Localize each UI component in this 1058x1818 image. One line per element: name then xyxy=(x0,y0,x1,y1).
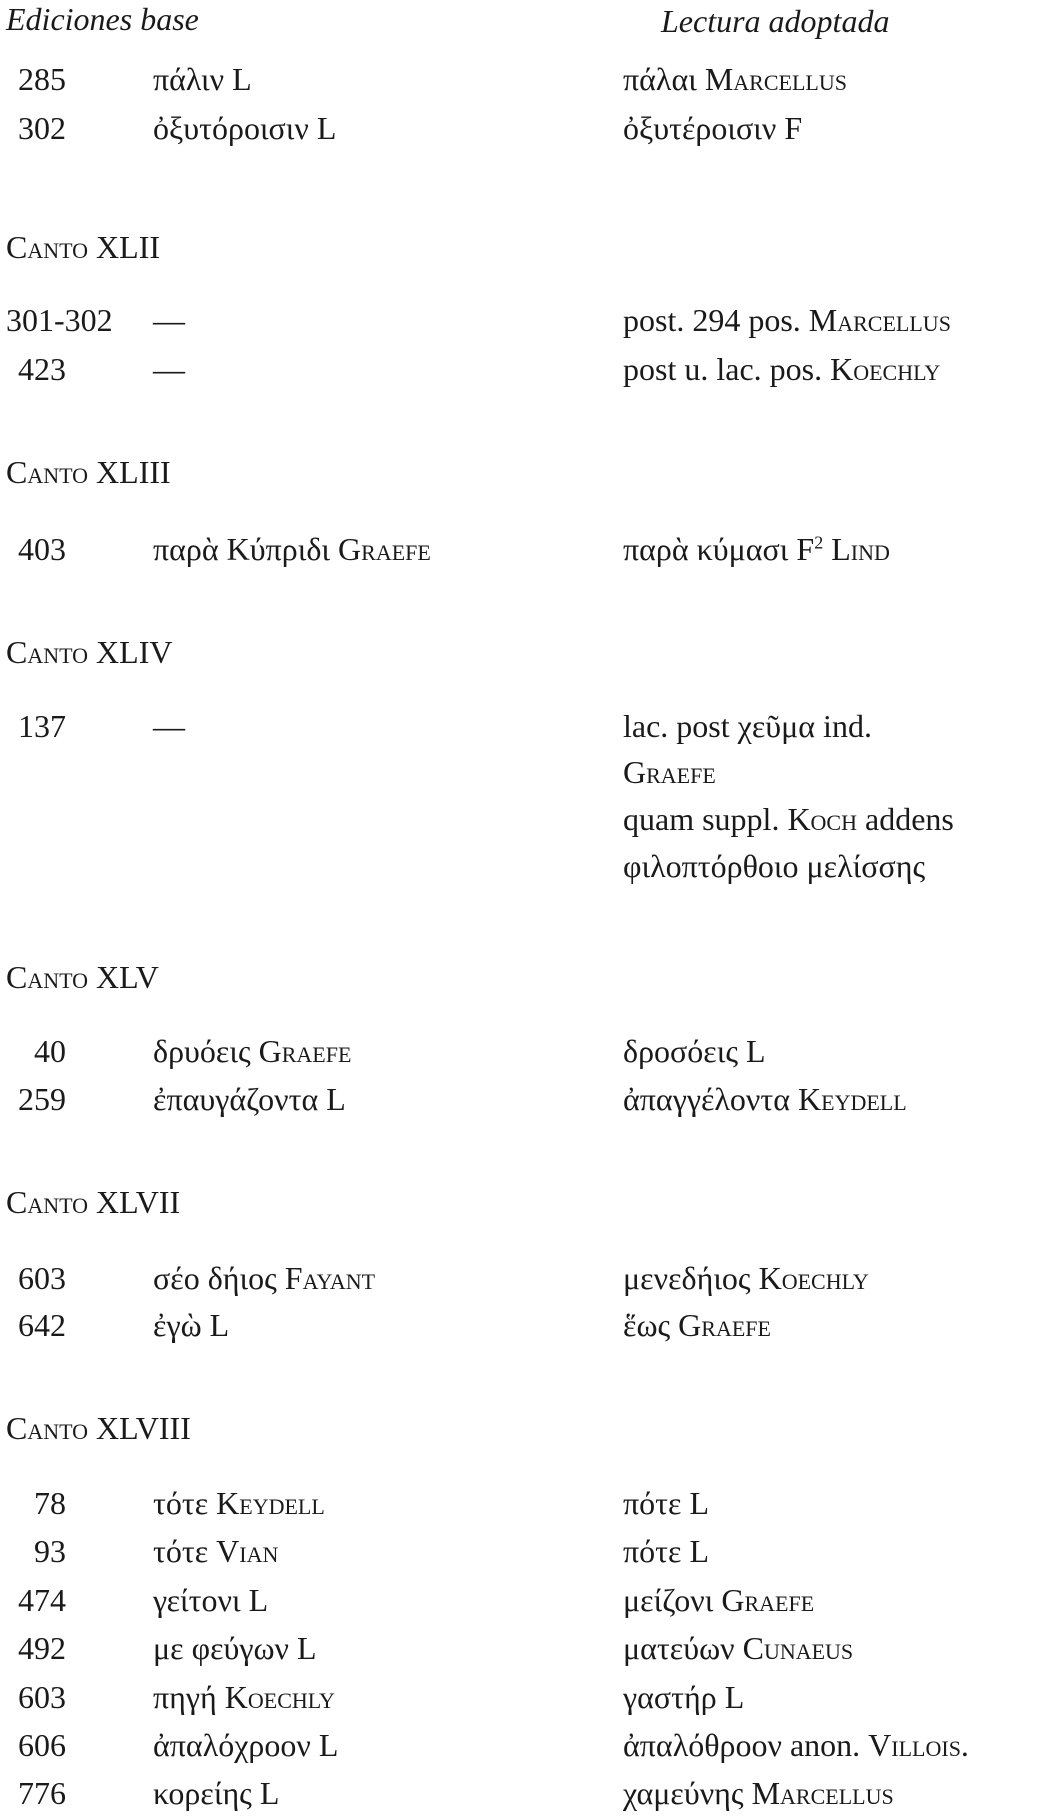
editor-name: Keydell xyxy=(216,1485,325,1521)
adopted-note-line: quam suppl. Koch addens xyxy=(623,801,954,837)
base-reading xyxy=(153,1479,325,1527)
editor-name: Lind xyxy=(831,531,890,567)
editor-name: Graefe xyxy=(338,531,431,567)
table-row xyxy=(0,1721,1058,1769)
canto-heading: Canto XLIII xyxy=(6,454,171,490)
base-reading: — xyxy=(153,351,185,387)
base-text: τότε xyxy=(153,1533,209,1569)
base-reading: — xyxy=(153,708,185,744)
canto-heading: Canto XLVII xyxy=(6,1184,181,1220)
base-reading xyxy=(153,1673,335,1721)
adopted-reading xyxy=(623,525,890,573)
table-row xyxy=(0,1254,1058,1302)
table-row xyxy=(0,1576,1058,1624)
editor-name: Koechly xyxy=(758,1260,869,1296)
adopted-reading xyxy=(623,1301,771,1349)
adopted-text: post. 294 pos. xyxy=(623,302,801,338)
base-reading: ὀξυτόροισιν L xyxy=(153,110,337,146)
table-row xyxy=(0,104,1058,152)
base-text: παρὰ Κύπριδι xyxy=(153,531,331,567)
base-text: σέο δήιος xyxy=(153,1260,277,1296)
adopted-reading: ὀξυτέροισιν F xyxy=(623,110,803,146)
editor-name: Fayant xyxy=(284,1260,376,1296)
base-reading xyxy=(153,525,431,573)
table-row xyxy=(0,296,1058,344)
base-text: τότε xyxy=(153,1485,209,1521)
base-reading xyxy=(153,1027,351,1075)
adopted-text: παρὰ κύμασι F xyxy=(623,531,815,567)
adopted-reading xyxy=(623,1075,907,1123)
editor-name: Vian xyxy=(216,1533,279,1569)
base-reading xyxy=(153,1254,375,1302)
canto-heading: Canto XLV xyxy=(6,959,159,995)
header-adopted-reading: Lectura adoptada xyxy=(661,3,890,39)
base-reading: με φεύγων L xyxy=(153,1630,317,1666)
adopted-reading xyxy=(623,55,847,103)
base-reading: κορείης L xyxy=(153,1775,280,1811)
line-number: 302 xyxy=(18,110,66,146)
adopted-reading: δροσόεις L xyxy=(623,1033,766,1069)
editor-name: Marcellus xyxy=(751,1775,894,1811)
adopted-reading: γαστήρ L xyxy=(623,1679,745,1715)
table-row xyxy=(0,1075,1058,1123)
editor-name: Villois. xyxy=(868,1727,969,1763)
base-text: δρυόεις xyxy=(153,1033,251,1069)
adopted-reading xyxy=(623,345,940,393)
table-row xyxy=(0,1301,1058,1349)
editor-name: Graefe xyxy=(258,1033,352,1069)
line-number: 137 xyxy=(18,708,66,744)
base-reading xyxy=(153,1527,278,1575)
line-number: 259 xyxy=(18,1081,66,1117)
base-reading: — xyxy=(153,302,185,338)
table-row xyxy=(0,1624,1058,1672)
adopted-reading: πότε L xyxy=(623,1533,709,1569)
editor-name: Marcellus xyxy=(808,302,951,338)
line-number: 301-302 xyxy=(6,302,113,338)
editor-name: Marcellus xyxy=(704,61,847,97)
adopted-text: ἀπαλόθροον anon. xyxy=(623,1727,861,1763)
line-number: 403 xyxy=(18,531,66,567)
adopted-reading xyxy=(623,1576,814,1624)
editor-name: Koch xyxy=(787,801,857,837)
table-row xyxy=(0,345,1058,393)
adopted-reading xyxy=(623,1721,969,1769)
adopted-reading: πότε L xyxy=(623,1485,709,1521)
line-number: 285 xyxy=(18,61,66,97)
base-reading: πάλιν L xyxy=(153,61,252,97)
line-number: 474 xyxy=(18,1582,66,1618)
base-reading: ἐπαυγάζοντα L xyxy=(153,1081,346,1117)
adopted-note-line: Graefe xyxy=(623,754,716,790)
adopted-reading xyxy=(623,1624,853,1672)
adopted-reading xyxy=(623,1769,894,1817)
header-editions-base: Ediciones base xyxy=(6,1,199,37)
table-row xyxy=(0,1027,1058,1075)
adopted-text: ματεύων xyxy=(623,1630,735,1666)
base-reading: ἐγὼ L xyxy=(153,1307,230,1343)
adopted-text: ἕως xyxy=(623,1307,671,1343)
adopted-text: μείζονι xyxy=(623,1582,714,1618)
table-row xyxy=(0,55,1058,103)
editor-name: Koechly xyxy=(830,351,941,387)
adopted-reading xyxy=(623,1254,869,1302)
line-number: 423 xyxy=(18,351,66,387)
line-number: 603 xyxy=(18,1679,66,1715)
table-row xyxy=(0,1479,1058,1527)
adopted-text: ἀπαγγέλοντα xyxy=(623,1081,791,1117)
editor-name: Cunaeus xyxy=(742,1630,854,1666)
adopted-text: μενεδήιος xyxy=(623,1260,751,1296)
base-text: πηγή xyxy=(153,1679,217,1715)
adopted-reading xyxy=(623,296,951,344)
table-row xyxy=(0,1673,1058,1721)
table-row xyxy=(0,1527,1058,1575)
editor-name: Koechly xyxy=(224,1679,335,1715)
editor-name: Graefe xyxy=(678,1307,771,1343)
table-row xyxy=(0,1769,1058,1817)
canto-heading: Canto XLVIII xyxy=(6,1410,191,1446)
adopted-text: post u. lac. pos. xyxy=(623,351,823,387)
line-number: 603 xyxy=(18,1260,66,1296)
line-number: 40 xyxy=(34,1033,66,1069)
canto-heading: Canto XLII xyxy=(6,229,161,265)
line-number: 642 xyxy=(18,1307,66,1343)
editor-name: Keydell xyxy=(798,1081,907,1117)
adopted-note-line: lac. post χεῦμα ind. xyxy=(623,708,872,744)
superscript: 2 xyxy=(814,532,824,553)
line-number: 776 xyxy=(18,1775,66,1811)
line-number: 78 xyxy=(34,1485,66,1521)
base-reading: ἀπαλόχροον L xyxy=(153,1727,339,1763)
adopted-note-line: φιλοπτόρθοιο μελίσσης xyxy=(623,848,926,884)
canto-heading: Canto XLIV xyxy=(6,634,173,670)
base-reading: γείτονι L xyxy=(153,1582,269,1618)
adopted-text: χαμεύνης xyxy=(623,1775,744,1811)
table-row xyxy=(0,702,1058,750)
line-number: 492 xyxy=(18,1630,66,1666)
table-row xyxy=(0,525,1058,573)
editor-name: Graefe xyxy=(721,1582,815,1618)
line-number: 606 xyxy=(18,1727,66,1763)
line-number: 93 xyxy=(34,1533,66,1569)
adopted-text: πάλαι xyxy=(623,61,697,97)
